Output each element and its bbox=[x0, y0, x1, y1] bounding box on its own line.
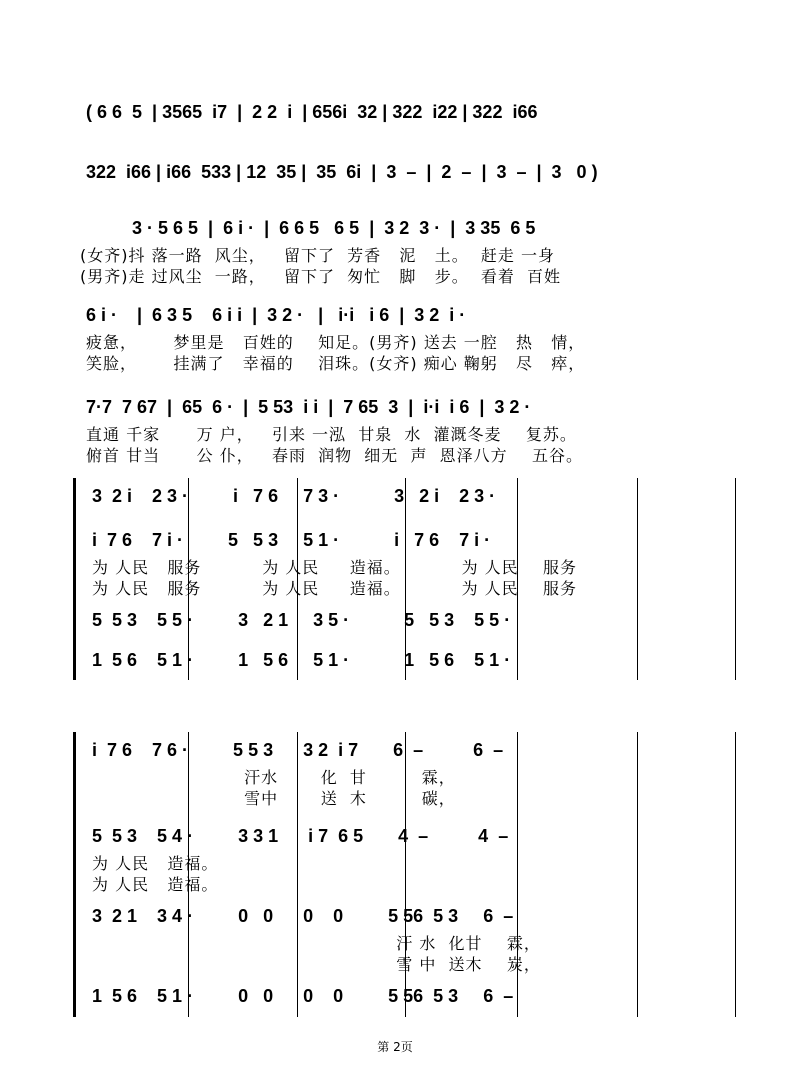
chorus1-lyric-a: 为 人民 服务 为 人民 造福。 为 人民 服务 bbox=[92, 558, 578, 577]
system-bracket-2 bbox=[73, 732, 76, 1017]
verse-lyric-2a: 疲惫， 梦里是 百姓的 知足。(男齐) 送去 一腔 热 情， bbox=[86, 333, 586, 352]
verse-notes-1: 3 · 5 6 5 | 6 i · | 6 6 5 6 5 | 3 2 3 · | 3 35 6 5 bbox=[132, 218, 536, 238]
chorus2-voice-3-lyric-b: 雪 中 送木 炭， bbox=[92, 955, 541, 974]
chorus2-voice-2-lyric-b: 为 人民 造福。 bbox=[92, 875, 219, 894]
system-bracket-1 bbox=[73, 478, 76, 680]
chorus1-voice-2: i 7 6 7 i · 5 5 3 5 1 · i 7 6 7 i · bbox=[92, 530, 491, 550]
intro-line-1: ( 6 6 5 | 3565 i7 | 2 2 i | 656i 32 | 322 i22 | 322 i66 bbox=[86, 102, 538, 122]
chorus2-voice-1-lyric-b: 雪中 送 木 碳， bbox=[92, 789, 456, 808]
chorus2-voice-2-lyric-a: 为 人民 造福。 bbox=[92, 854, 219, 873]
chorus2-voice-1: i 7 6 7 6 · 5 5 3 3 2 i 7 6 – 6 – bbox=[92, 740, 504, 760]
chorus2-voice-3: 3 2 1 3 4 · 0 0 0 0 5 56 5 3 6 – bbox=[92, 906, 514, 926]
page-number: 第 2页 bbox=[377, 1040, 413, 1054]
barline bbox=[735, 732, 736, 1017]
chorus2-voice-1-lyric-a: 汗水 化 甘 霖， bbox=[92, 768, 456, 787]
verse-lyric-3b: 俯首 甘当 公 仆， 春雨 润物 细无 声 恩泽八方 五谷。 bbox=[86, 446, 583, 465]
verse-lyric-3a: 直通 千家 万 户， 引来 一泓 甘泉 水 灌溉冬麦 复苏。 bbox=[86, 425, 577, 444]
barline bbox=[735, 478, 736, 680]
verse-notes-2: 6 i · | 6 3 5 6 i i | 3 2 · | i·i i 6 | 3 2 i · bbox=[86, 305, 466, 325]
chorus2-voice-2: 5 5 3 5 4 · 3 3 1 i 7 6 5 4 – 4 – bbox=[92, 826, 509, 846]
verse-lyric-2b: 笑脸， 挂满了 幸福的 泪珠。(女齐) 痴心 鞠躬 尽 瘁， bbox=[86, 354, 586, 373]
chorus2-voice-3-lyric-a: 汗 水 化甘 霖， bbox=[92, 934, 541, 953]
chorus2-voice-4: 1 5 6 5 1 · 0 0 0 0 5 56 5 3 6 – bbox=[92, 986, 514, 1006]
barline bbox=[637, 478, 638, 680]
intro-line-2: 322 i66 | i66 533 | 12 35 | 35 6i | 3 – | 2 – | 3 – | 3 0 ) bbox=[86, 162, 598, 182]
chorus1-voice-3: 5 5 3 5 5 · 3 2 1 3 5 · 5 5 3 5 5 · bbox=[92, 610, 511, 630]
verse-lyric-1b: (男齐)走 过风尘 一路， 留下了 匆忙 脚 步。 看着 百姓 bbox=[80, 267, 562, 286]
chorus1-lyric-b: 为 人民 服务 为 人民 造福。 为 人民 服务 bbox=[92, 579, 578, 598]
chorus1-voice-4: 1 5 6 5 1 · 1 5 6 5 1 · 1 5 6 5 1 · bbox=[92, 650, 511, 670]
chorus1-voice-1: 3 2 i 2 3 · i 7 6 7 3 · 3 2 i 2 3 · bbox=[92, 486, 496, 506]
verse-lyric-1a: (女齐)抖 落一路 风尘， 留下了 芳香 泥 土。 赶走 一身 bbox=[80, 246, 555, 265]
verse-notes-3: 7·7 7 67 | 65 6 · | 5 53 i i | 7 65 3 | i·i i 6 | 3 2 · bbox=[86, 397, 531, 417]
barline bbox=[637, 732, 638, 1017]
